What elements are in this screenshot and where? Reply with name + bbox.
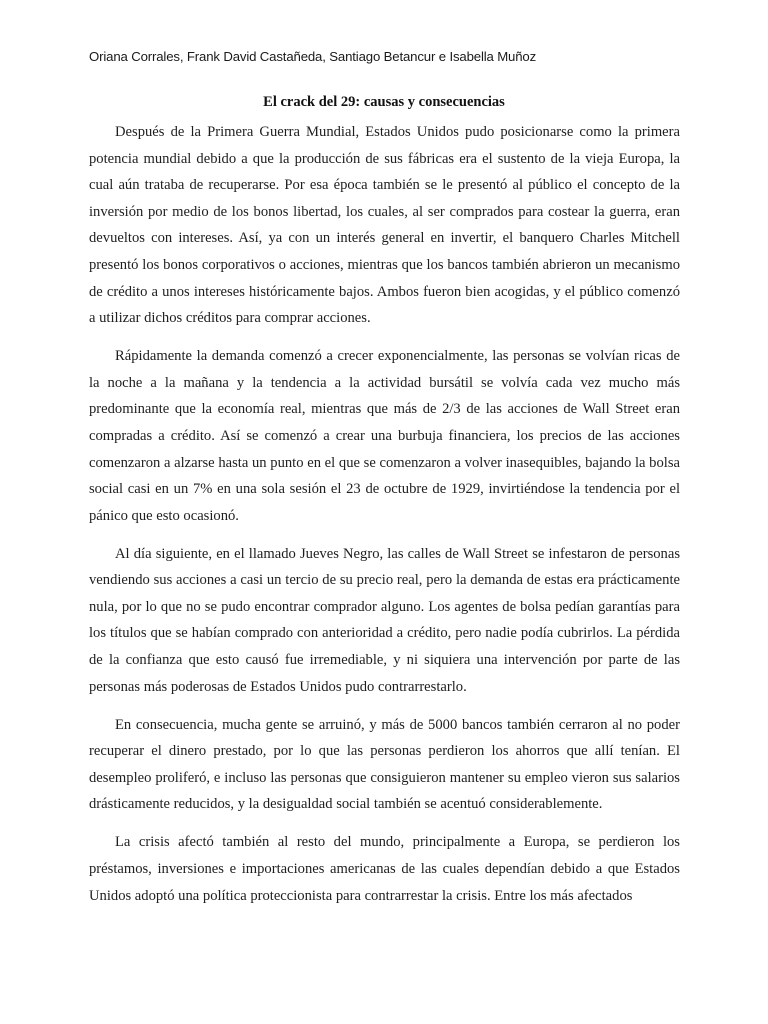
document-body — [89, 119, 680, 921]
document-title: El crack del 29: causas y consecuencias — [263, 94, 505, 110]
paragraph: Después de la Primera Guerra Mundial, Estados Unidos pudo posicionarse como la primera potencia mundial debido a que la producción de sus fábricas era el sustento de la vieja Europa, la cual aún trataba de recuperarse. Por esa época también se le presentó al público el concepto de la inversión por medio de los bonos libertad, los cuales, al ser comprados para costear la guerra, eran devueltos con intereses. Así, ya con un interés general en invertir, el banquero Charles Mitchell presentó los bonos corporativos o acciones, mientras que los bancos también abrieron un mecanismo de crédito a unos intereses históricamente bajos. Ambos fueron bien acogidas, y el público comenzó a utilizar dichos créditos para comprar acciones. — [89, 124, 680, 327]
paragraph: En consecuencia, mucha gente se arruinó, y más de 5000 bancos también cerraron al no poder recuperar el dinero prestado, por lo que las personas perdieron los ahorros que allí tenían. El desempleo proliferó, e incluso las personas que consiguieron mantener su empleo vieron sus salarios drásticamente reducidos, y la desigualdad social también se acentuó considerablemente. — [89, 716, 680, 813]
paragraph: La crisis afectó también al resto del mundo, principalmente a Europa, se perdieron los préstamos, inversiones e importaciones americanas de las cuales dependían debido a que Estados Unidos adoptó una política proteccionista para contrarrestar la crisis. Entre los más afectados — [89, 834, 680, 904]
authors-line: Oriana Corrales, Frank David Castañeda, Santiago Betancur e Isabella Muñoz — [89, 49, 537, 64]
paragraph: Al día siguiente, en el llamado Jueves Negro, las calles de Wall Street se infestaron de personas vendiendo sus acciones a casi un tercio de su precio real, pero la demanda de estas era prácticamente nula, por lo que no se pudo encontrar comprador alguno. Los agentes de bolsa pedían garantías para los títulos que se habían comprado con anterioridad a crédito, pero nadie podía cubrirlos. La pérdida de la confianza que esto causó fue irremediable, y ni siquiera una intervención por parte de las personas más poderosas de Estados Unidos pudo contrarrestarlo. — [89, 545, 680, 695]
paragraph: Rápidamente la demanda comenzó a crecer exponencialmente, las personas se volvían ricas de la noche a la mañana y la tendencia a la actividad bursátil se volvía cada vez mucho más predominante que la economía real, mientras que más de 2/3 de las acciones de Wall Street eran compradas a crédito. Así se comenzó a crear una burbuja financiera, los precios de las acciones comenzaron a alzarse hasta un punto en el que se comenzaron a volver inasequibles, bajando la bolsa social casi en un 7% en una sola sesión el 23 de octubre de 1929, invirtiéndose la tendencia por el pánico que esto ocasionó. — [89, 348, 680, 524]
